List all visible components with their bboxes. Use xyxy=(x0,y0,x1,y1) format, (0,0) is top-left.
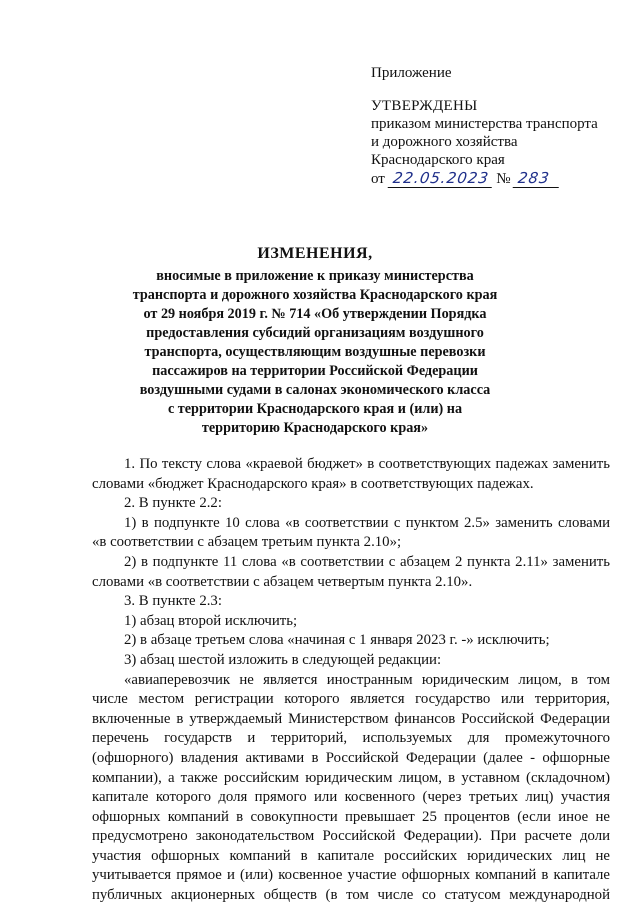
heading-title: ИЗМЕНЕНИЯ, xyxy=(257,245,373,262)
appendix-label: Приложение xyxy=(371,65,452,81)
document-body xyxy=(92,455,610,906)
document-heading xyxy=(100,245,530,438)
body-paragraph: 2. В пункте 2.2: xyxy=(124,495,222,512)
heading-line: от 29 ноября 2019 г. № 714 «Об утверждении Порядка xyxy=(143,306,487,322)
number-label: № xyxy=(496,171,511,187)
heading-line: воздушными судами в салонах экономического класса xyxy=(139,382,491,398)
handwritten-number: 283 xyxy=(513,169,561,188)
heading-line: транспорта и дорожного хозяйства Краснодарского края xyxy=(132,287,498,303)
from-label: от xyxy=(371,171,385,187)
heading-line: предоставления субсидий организациям воздушного xyxy=(146,325,484,341)
body-paragraph: 1) в подпункте 10 слова «в соответствии с пунктом 2.5» заменить словами «в соответствии с абзацем третьим пункта 2.10»; xyxy=(92,514,610,551)
approval-line: и дорожного хозяйства xyxy=(371,134,518,150)
approved-label: УТВЕРЖДЕНЫ xyxy=(371,98,478,114)
heading-line: пассажиров на территории Российской Федерации xyxy=(152,363,478,379)
approval-line: приказом министерства транспорта xyxy=(371,116,598,132)
handwritten-date: 22.05.2023 xyxy=(387,169,494,188)
heading-line: транспорта, осуществляющим воздушные перевозки xyxy=(144,344,486,360)
approval-line: Краснодарского края xyxy=(371,152,505,168)
order-date-number-row xyxy=(371,169,621,189)
body-paragraph: 2) в подпункте 11 слова «в соответствии с абзацем 2 пункта 2.11» заменить словами «в соответствии с абзацем четвертым пункта 2.10». xyxy=(92,553,610,590)
body-paragraph: 3. В пункте 2.3: xyxy=(124,593,222,610)
approval-block xyxy=(371,64,621,189)
heading-line: с территории Краснодарского края и (или) на xyxy=(167,401,463,417)
body-paragraph: 1) абзац второй исключить; xyxy=(124,612,298,629)
body-paragraph: 1. По тексту слова «краевой бюджет» в соответствующих падежах заменить словами «бюджет Краснодарского края» в соответствующих падежах. xyxy=(92,456,610,492)
heading-line: территорию Краснодарского края» xyxy=(201,420,429,436)
body-paragraph: 3) абзац шестой изложить в следующей редакции: xyxy=(124,651,442,668)
heading-line: вносимые в приложение к приказу министерства xyxy=(156,268,474,284)
body-paragraph: «авиаперевозчик не является иностранным юридическим лицом, в том числе местом регистрации которого является государство или территория, включенные в утверждаемый Министерством финансов Российской Федерации перечень государств и территорий, используемых для промежуточного (офшорного) владения активами в Российской Федерации (далее - офшорные компании), а также российским юридическим лицом, в уставном (складочном) капитале которого доля прямого или косвенного (через третьих лиц) участия офшорных компаний в совокупности превышает 25 процентов (если иное не предусмотрено законодательством Российской Федерации). При расчете доли участия офшорных компаний в капитале российских юридических лиц не учитывается прямое и (или) косвенное участие офшорных компаний в капитале публичных акционерных обществ (в том числе со статусом международной xyxy=(92,671,610,904)
body-paragraph: 2) в абзаце третьем слова «начиная с 1 января 2023 г. -» исключить; xyxy=(124,632,550,649)
